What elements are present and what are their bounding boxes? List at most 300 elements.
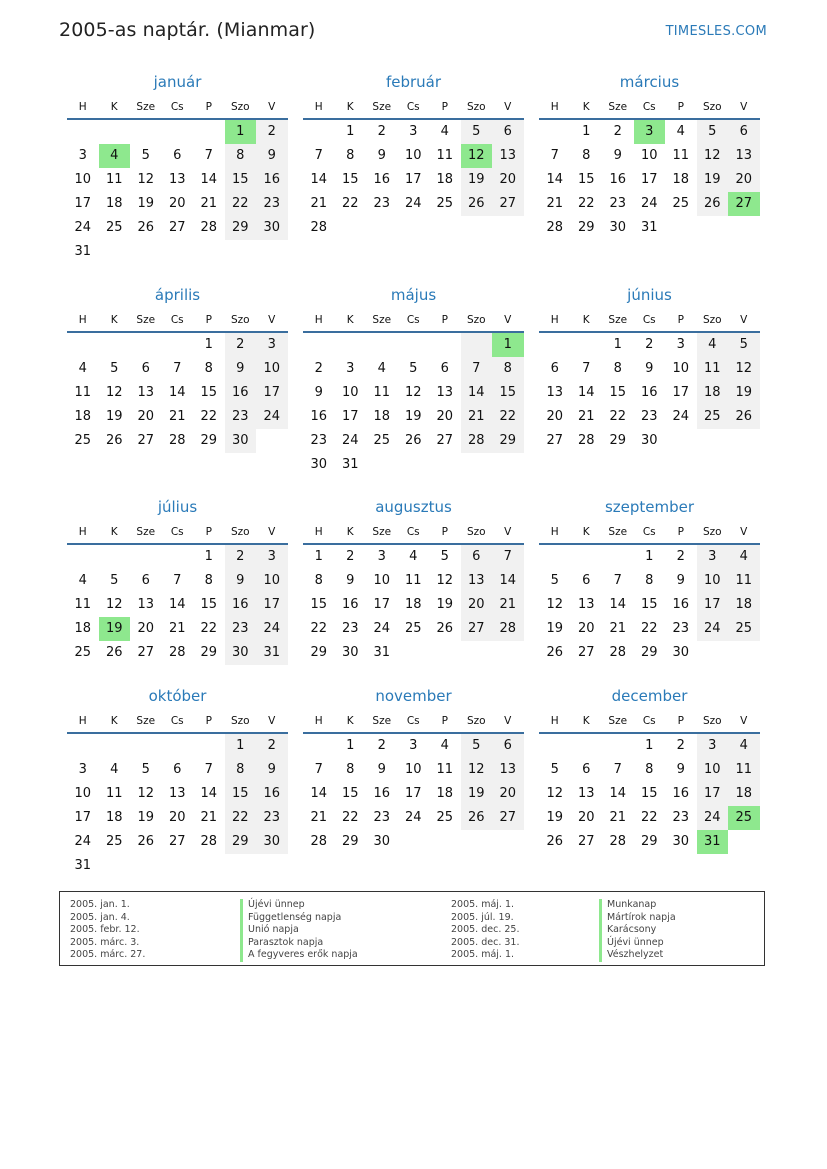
day-cell[interactable]: 4 [728, 545, 760, 569]
day-cell[interactable]: 29 [310, 645, 328, 660]
day-cell[interactable]: 14 [609, 786, 627, 801]
day-cell[interactable]: 3 [346, 361, 355, 376]
day-cell[interactable]: 7 [550, 148, 559, 163]
day-cell[interactable]: 2 [256, 120, 288, 144]
day-cell[interactable]: 30 [256, 216, 288, 240]
day-cell[interactable]: 5 [461, 734, 493, 758]
day-cell[interactable]: 16 [225, 381, 257, 405]
day-cell[interactable]: 3 [634, 120, 666, 144]
day-cell[interactable]: 26 [546, 834, 564, 849]
day-cell[interactable]: 21 [461, 405, 493, 429]
day-cell[interactable]: 29 [640, 645, 658, 660]
day-cell[interactable]: 14 [492, 569, 524, 593]
day-cell[interactable]: 17 [404, 786, 422, 801]
day-cell[interactable]: 14 [168, 597, 186, 612]
day-cell[interactable]: 9 [676, 573, 685, 588]
day-cell[interactable]: 1 [582, 124, 591, 139]
day-cell[interactable]: 30 [341, 645, 359, 660]
day-cell[interactable]: 22 [225, 806, 257, 830]
day-cell[interactable]: 12 [137, 786, 155, 801]
day-cell[interactable]: 21 [168, 409, 186, 424]
day-cell[interactable]: 17 [672, 385, 690, 400]
day-cell[interactable]: 17 [256, 381, 288, 405]
day-cell[interactable]: 8 [225, 144, 257, 168]
day-cell[interactable]: 9 [346, 573, 355, 588]
day-cell[interactable]: 25 [672, 196, 690, 211]
day-cell[interactable]: 27 [492, 192, 524, 216]
day-cell[interactable]: 9 [377, 762, 386, 777]
day-cell[interactable]: 17 [74, 196, 92, 211]
day-cell[interactable]: 4 [676, 124, 685, 139]
day-cell[interactable]: 9 [256, 758, 288, 782]
day-cell[interactable]: 23 [672, 621, 690, 636]
day-cell[interactable]: 27 [137, 645, 155, 660]
day-cell[interactable]: 13 [492, 758, 524, 782]
day-cell[interactable]: 21 [168, 621, 186, 636]
day-cell[interactable]: 21 [310, 196, 328, 211]
day-cell[interactable]: 17 [256, 593, 288, 617]
day-cell[interactable]: 10 [74, 172, 92, 187]
day-cell[interactable]: 30 [672, 645, 690, 660]
day-cell[interactable]: 30 [640, 433, 658, 448]
day-cell[interactable]: 5 [728, 333, 760, 357]
day-cell[interactable]: 1 [314, 549, 323, 564]
day-cell[interactable]: 5 [550, 573, 559, 588]
day-cell[interactable]: 11 [404, 573, 422, 588]
day-cell[interactable]: 30 [672, 834, 690, 849]
day-cell[interactable]: 26 [461, 806, 493, 830]
day-cell[interactable]: 13 [577, 786, 595, 801]
day-cell[interactable]: 5 [440, 549, 449, 564]
day-cell[interactable]: 3 [409, 738, 418, 753]
day-cell[interactable]: 16 [310, 409, 328, 424]
day-cell[interactable]: 18 [105, 196, 123, 211]
day-cell[interactable]: 19 [546, 621, 564, 636]
day-cell[interactable]: 1 [613, 337, 622, 352]
day-cell[interactable]: 1 [645, 549, 654, 564]
day-cell[interactable]: 18 [436, 786, 454, 801]
day-cell[interactable]: 23 [256, 192, 288, 216]
day-cell[interactable]: 12 [436, 573, 454, 588]
day-cell[interactable]: 3 [676, 337, 685, 352]
day-cell[interactable]: 20 [492, 782, 524, 806]
day-cell[interactable]: 14 [609, 597, 627, 612]
day-cell[interactable]: 6 [173, 148, 182, 163]
day-cell[interactable]: 2 [676, 549, 685, 564]
day-cell[interactable]: 22 [609, 409, 627, 424]
day-cell[interactable]: 19 [461, 168, 493, 192]
day-cell[interactable]: 15 [577, 172, 595, 187]
day-cell[interactable]: 3 [409, 124, 418, 139]
day-cell[interactable]: 6 [728, 120, 760, 144]
day-cell[interactable]: 4 [99, 144, 131, 168]
day-cell[interactable]: 24 [697, 617, 729, 641]
day-cell[interactable]: 6 [492, 734, 524, 758]
day-cell[interactable]: 15 [310, 597, 328, 612]
day-cell[interactable]: 2 [645, 337, 654, 352]
day-cell[interactable]: 16 [672, 786, 690, 801]
day-cell[interactable]: 2 [377, 124, 386, 139]
day-cell[interactable]: 19 [436, 597, 454, 612]
day-cell[interactable]: 21 [310, 810, 328, 825]
day-cell[interactable]: 30 [256, 830, 288, 854]
day-cell[interactable]: 28 [461, 429, 493, 453]
day-cell[interactable]: 11 [728, 758, 760, 782]
day-cell[interactable]: 4 [377, 361, 386, 376]
day-cell[interactable]: 10 [697, 758, 729, 782]
day-cell[interactable]: 24 [404, 810, 422, 825]
day-cell[interactable]: 25 [728, 806, 760, 830]
day-cell[interactable]: 28 [609, 834, 627, 849]
day-cell[interactable]: 6 [582, 573, 591, 588]
day-cell[interactable]: 9 [256, 144, 288, 168]
day-cell[interactable]: 12 [137, 172, 155, 187]
day-cell[interactable]: 8 [613, 361, 622, 376]
day-cell[interactable]: 5 [110, 361, 119, 376]
day-cell[interactable]: 12 [546, 597, 564, 612]
day-cell[interactable]: 16 [225, 593, 257, 617]
day-cell[interactable]: 16 [609, 172, 627, 187]
day-cell[interactable]: 26 [404, 433, 422, 448]
day-cell[interactable]: 27 [492, 806, 524, 830]
day-cell[interactable]: 9 [676, 762, 685, 777]
day-cell[interactable]: 18 [728, 782, 760, 806]
day-cell[interactable]: 7 [314, 762, 323, 777]
day-cell[interactable]: 6 [492, 120, 524, 144]
day-cell[interactable]: 27 [577, 834, 595, 849]
day-cell[interactable]: 8 [645, 573, 654, 588]
day-cell[interactable]: 27 [168, 834, 186, 849]
day-cell[interactable]: 11 [728, 569, 760, 593]
day-cell[interactable]: 16 [672, 597, 690, 612]
day-cell[interactable]: 1 [346, 738, 355, 753]
day-cell[interactable]: 8 [204, 573, 213, 588]
day-cell[interactable]: 10 [672, 361, 690, 376]
day-cell[interactable]: 15 [492, 381, 524, 405]
day-cell[interactable]: 14 [310, 786, 328, 801]
day-cell[interactable]: 1 [645, 738, 654, 753]
day-cell[interactable]: 13 [168, 172, 186, 187]
day-cell[interactable]: 20 [492, 168, 524, 192]
day-cell[interactable]: 29 [609, 433, 627, 448]
day-cell[interactable]: 11 [436, 762, 454, 777]
day-cell[interactable]: 22 [640, 621, 658, 636]
day-cell[interactable]: 21 [546, 196, 564, 211]
day-cell[interactable]: 8 [204, 361, 213, 376]
day-cell[interactable]: 6 [550, 361, 559, 376]
day-cell[interactable]: 4 [110, 762, 119, 777]
day-cell[interactable]: 23 [640, 409, 658, 424]
day-cell[interactable]: 3 [377, 549, 386, 564]
day-cell[interactable]: 3 [697, 734, 729, 758]
day-cell[interactable]: 13 [436, 385, 454, 400]
day-cell[interactable]: 21 [200, 810, 218, 825]
day-cell[interactable]: 17 [341, 409, 359, 424]
day-cell[interactable]: 25 [436, 196, 454, 211]
day-cell[interactable]: 15 [225, 782, 257, 806]
day-cell[interactable]: 13 [492, 144, 524, 168]
day-cell[interactable]: 15 [609, 385, 627, 400]
day-cell[interactable]: 7 [492, 545, 524, 569]
day-cell[interactable]: 6 [440, 361, 449, 376]
day-cell[interactable]: 13 [577, 597, 595, 612]
day-cell[interactable]: 19 [461, 782, 493, 806]
day-cell[interactable]: 31 [74, 244, 92, 259]
day-cell[interactable]: 7 [173, 361, 182, 376]
day-cell[interactable]: 7 [314, 148, 323, 163]
day-cell[interactable]: 29 [200, 645, 218, 660]
day-cell[interactable]: 23 [373, 810, 391, 825]
day-cell[interactable]: 26 [436, 621, 454, 636]
day-cell[interactable]: 27 [461, 617, 493, 641]
day-cell[interactable]: 22 [225, 192, 257, 216]
day-cell[interactable]: 29 [640, 834, 658, 849]
day-cell[interactable]: 15 [640, 597, 658, 612]
day-cell[interactable]: 11 [105, 786, 123, 801]
day-cell[interactable]: 9 [225, 569, 257, 593]
day-cell[interactable]: 11 [436, 148, 454, 163]
day-cell[interactable]: 23 [225, 617, 257, 641]
day-cell[interactable]: 7 [461, 357, 493, 381]
day-cell[interactable]: 29 [200, 433, 218, 448]
day-cell[interactable]: 5 [461, 120, 493, 144]
day-cell[interactable]: 5 [141, 762, 150, 777]
day-cell[interactable]: 21 [609, 810, 627, 825]
day-cell[interactable]: 24 [341, 433, 359, 448]
day-cell[interactable]: 3 [256, 333, 288, 357]
day-cell[interactable]: 22 [492, 405, 524, 429]
day-cell[interactable]: 26 [137, 220, 155, 235]
day-cell[interactable]: 19 [697, 168, 729, 192]
day-cell[interactable]: 27 [436, 433, 454, 448]
day-cell[interactable]: 22 [200, 621, 218, 636]
day-cell[interactable]: 19 [728, 381, 760, 405]
day-cell[interactable]: 5 [141, 148, 150, 163]
day-cell[interactable]: 1 [204, 337, 213, 352]
day-cell[interactable]: 11 [672, 148, 690, 163]
day-cell[interactable]: 17 [74, 810, 92, 825]
day-cell[interactable]: 11 [74, 597, 92, 612]
day-cell[interactable]: 28 [546, 220, 564, 235]
day-cell[interactable]: 26 [137, 834, 155, 849]
day-cell[interactable]: 4 [78, 573, 87, 588]
day-cell[interactable]: 28 [577, 433, 595, 448]
day-cell[interactable]: 30 [609, 220, 627, 235]
day-cell[interactable]: 14 [200, 786, 218, 801]
day-cell[interactable]: 18 [672, 172, 690, 187]
day-cell[interactable]: 25 [728, 617, 760, 641]
day-cell[interactable]: 24 [404, 196, 422, 211]
day-cell[interactable]: 15 [640, 786, 658, 801]
day-cell[interactable]: 13 [546, 385, 564, 400]
day-cell[interactable]: 7 [204, 762, 213, 777]
day-cell[interactable]: 11 [74, 385, 92, 400]
day-cell[interactable]: 31 [640, 220, 658, 235]
day-cell[interactable]: 28 [310, 834, 328, 849]
day-cell[interactable]: 9 [225, 357, 257, 381]
day-cell[interactable]: 20 [168, 196, 186, 211]
day-cell[interactable]: 18 [74, 621, 92, 636]
day-cell[interactable]: 9 [314, 385, 323, 400]
day-cell[interactable]: 4 [697, 333, 729, 357]
day-cell[interactable]: 13 [137, 385, 155, 400]
day-cell[interactable]: 16 [373, 786, 391, 801]
day-cell[interactable]: 2 [225, 545, 257, 569]
day-cell[interactable]: 12 [105, 597, 123, 612]
day-cell[interactable]: 18 [697, 381, 729, 405]
day-cell[interactable]: 1 [225, 734, 257, 758]
day-cell[interactable]: 9 [377, 148, 386, 163]
day-cell[interactable]: 15 [200, 385, 218, 400]
day-cell[interactable]: 16 [341, 597, 359, 612]
day-cell[interactable]: 25 [105, 834, 123, 849]
day-cell[interactable]: 14 [168, 385, 186, 400]
day-cell[interactable]: 2 [377, 738, 386, 753]
day-cell[interactable]: 1 [492, 333, 524, 357]
day-cell[interactable]: 23 [310, 433, 328, 448]
day-cell[interactable]: 6 [582, 762, 591, 777]
day-cell[interactable]: 23 [373, 196, 391, 211]
day-cell[interactable]: 9 [613, 148, 622, 163]
day-cell[interactable]: 24 [74, 834, 92, 849]
day-cell[interactable]: 18 [404, 597, 422, 612]
day-cell[interactable]: 15 [341, 172, 359, 187]
day-cell[interactable]: 10 [404, 762, 422, 777]
day-cell[interactable]: 9 [645, 361, 654, 376]
day-cell[interactable]: 21 [492, 593, 524, 617]
day-cell[interactable]: 2 [676, 738, 685, 753]
day-cell[interactable]: 10 [74, 786, 92, 801]
day-cell[interactable]: 11 [697, 357, 729, 381]
day-cell[interactable]: 1 [225, 120, 257, 144]
day-cell[interactable]: 19 [105, 409, 123, 424]
day-cell[interactable]: 20 [728, 168, 760, 192]
day-cell[interactable]: 10 [373, 573, 391, 588]
day-cell[interactable]: 16 [640, 385, 658, 400]
day-cell[interactable]: 31 [256, 641, 288, 665]
day-cell[interactable]: 19 [137, 196, 155, 211]
day-cell[interactable]: 27 [546, 433, 564, 448]
day-cell[interactable]: 26 [697, 192, 729, 216]
day-cell[interactable]: 2 [225, 333, 257, 357]
day-cell[interactable]: 6 [141, 573, 150, 588]
day-cell[interactable]: 30 [225, 641, 257, 665]
day-cell[interactable]: 12 [461, 144, 493, 168]
day-cell[interactable]: 25 [105, 220, 123, 235]
day-cell[interactable]: 21 [200, 196, 218, 211]
day-cell[interactable]: 18 [728, 593, 760, 617]
day-cell[interactable]: 12 [404, 385, 422, 400]
day-cell[interactable]: 8 [225, 758, 257, 782]
day-cell[interactable]: 22 [310, 621, 328, 636]
day-cell[interactable]: 31 [341, 457, 359, 472]
day-cell[interactable]: 14 [546, 172, 564, 187]
day-cell[interactable]: 28 [310, 220, 328, 235]
day-cell[interactable]: 28 [200, 834, 218, 849]
day-cell[interactable]: 19 [99, 617, 131, 641]
day-cell[interactable]: 2 [256, 734, 288, 758]
day-cell[interactable]: 27 [168, 220, 186, 235]
day-cell[interactable]: 11 [373, 385, 391, 400]
day-cell[interactable]: 3 [697, 545, 729, 569]
day-cell[interactable]: 16 [256, 782, 288, 806]
day-cell[interactable]: 14 [310, 172, 328, 187]
day-cell[interactable]: 8 [645, 762, 654, 777]
day-cell[interactable]: 1 [204, 549, 213, 564]
day-cell[interactable]: 25 [74, 645, 92, 660]
day-cell[interactable]: 7 [173, 573, 182, 588]
day-cell[interactable]: 6 [141, 361, 150, 376]
day-cell[interactable]: 1 [346, 124, 355, 139]
day-cell[interactable]: 25 [697, 405, 729, 429]
day-cell[interactable]: 11 [105, 172, 123, 187]
day-cell[interactable]: 24 [256, 405, 288, 429]
day-cell[interactable]: 6 [173, 762, 182, 777]
day-cell[interactable]: 7 [204, 148, 213, 163]
day-cell[interactable]: 3 [78, 148, 87, 163]
day-cell[interactable]: 18 [105, 810, 123, 825]
day-cell[interactable]: 4 [728, 734, 760, 758]
day-cell[interactable]: 31 [697, 830, 729, 854]
day-cell[interactable]: 6 [461, 545, 493, 569]
day-cell[interactable]: 8 [346, 762, 355, 777]
day-cell[interactable]: 16 [373, 172, 391, 187]
day-cell[interactable]: 28 [492, 617, 524, 641]
day-cell[interactable]: 7 [613, 762, 622, 777]
day-cell[interactable]: 12 [461, 758, 493, 782]
day-cell[interactable]: 14 [577, 385, 595, 400]
day-cell[interactable]: 5 [409, 361, 418, 376]
day-cell[interactable]: 22 [341, 196, 359, 211]
day-cell[interactable]: 29 [577, 220, 595, 235]
day-cell[interactable]: 26 [546, 645, 564, 660]
day-cell[interactable]: 28 [168, 645, 186, 660]
day-cell[interactable]: 26 [105, 645, 123, 660]
day-cell[interactable]: 19 [404, 409, 422, 424]
day-cell[interactable]: 12 [105, 385, 123, 400]
day-cell[interactable]: 20 [577, 621, 595, 636]
day-cell[interactable]: 12 [728, 357, 760, 381]
day-cell[interactable]: 21 [609, 621, 627, 636]
day-cell[interactable]: 7 [613, 573, 622, 588]
day-cell[interactable]: 27 [137, 433, 155, 448]
day-cell[interactable]: 2 [613, 124, 622, 139]
day-cell[interactable]: 13 [728, 144, 760, 168]
day-cell[interactable]: 14 [200, 172, 218, 187]
day-cell[interactable]: 24 [640, 196, 658, 211]
day-cell[interactable]: 28 [200, 220, 218, 235]
day-cell[interactable]: 5 [110, 573, 119, 588]
day-cell[interactable]: 18 [74, 409, 92, 424]
day-cell[interactable]: 29 [225, 216, 257, 240]
day-cell[interactable]: 13 [461, 569, 493, 593]
day-cell[interactable]: 3 [256, 545, 288, 569]
day-cell[interactable]: 30 [373, 834, 391, 849]
day-cell[interactable]: 12 [697, 144, 729, 168]
day-cell[interactable]: 22 [577, 196, 595, 211]
day-cell[interactable]: 21 [577, 409, 595, 424]
day-cell[interactable]: 31 [373, 645, 391, 660]
day-cell[interactable]: 30 [310, 457, 328, 472]
day-cell[interactable]: 8 [346, 148, 355, 163]
day-cell[interactable]: 19 [137, 810, 155, 825]
site-link[interactable]: TIMESLES.COM [665, 24, 767, 39]
day-cell[interactable]: 25 [436, 810, 454, 825]
day-cell[interactable]: 23 [609, 196, 627, 211]
day-cell[interactable]: 16 [256, 168, 288, 192]
day-cell[interactable]: 24 [373, 621, 391, 636]
day-cell[interactable]: 27 [577, 645, 595, 660]
